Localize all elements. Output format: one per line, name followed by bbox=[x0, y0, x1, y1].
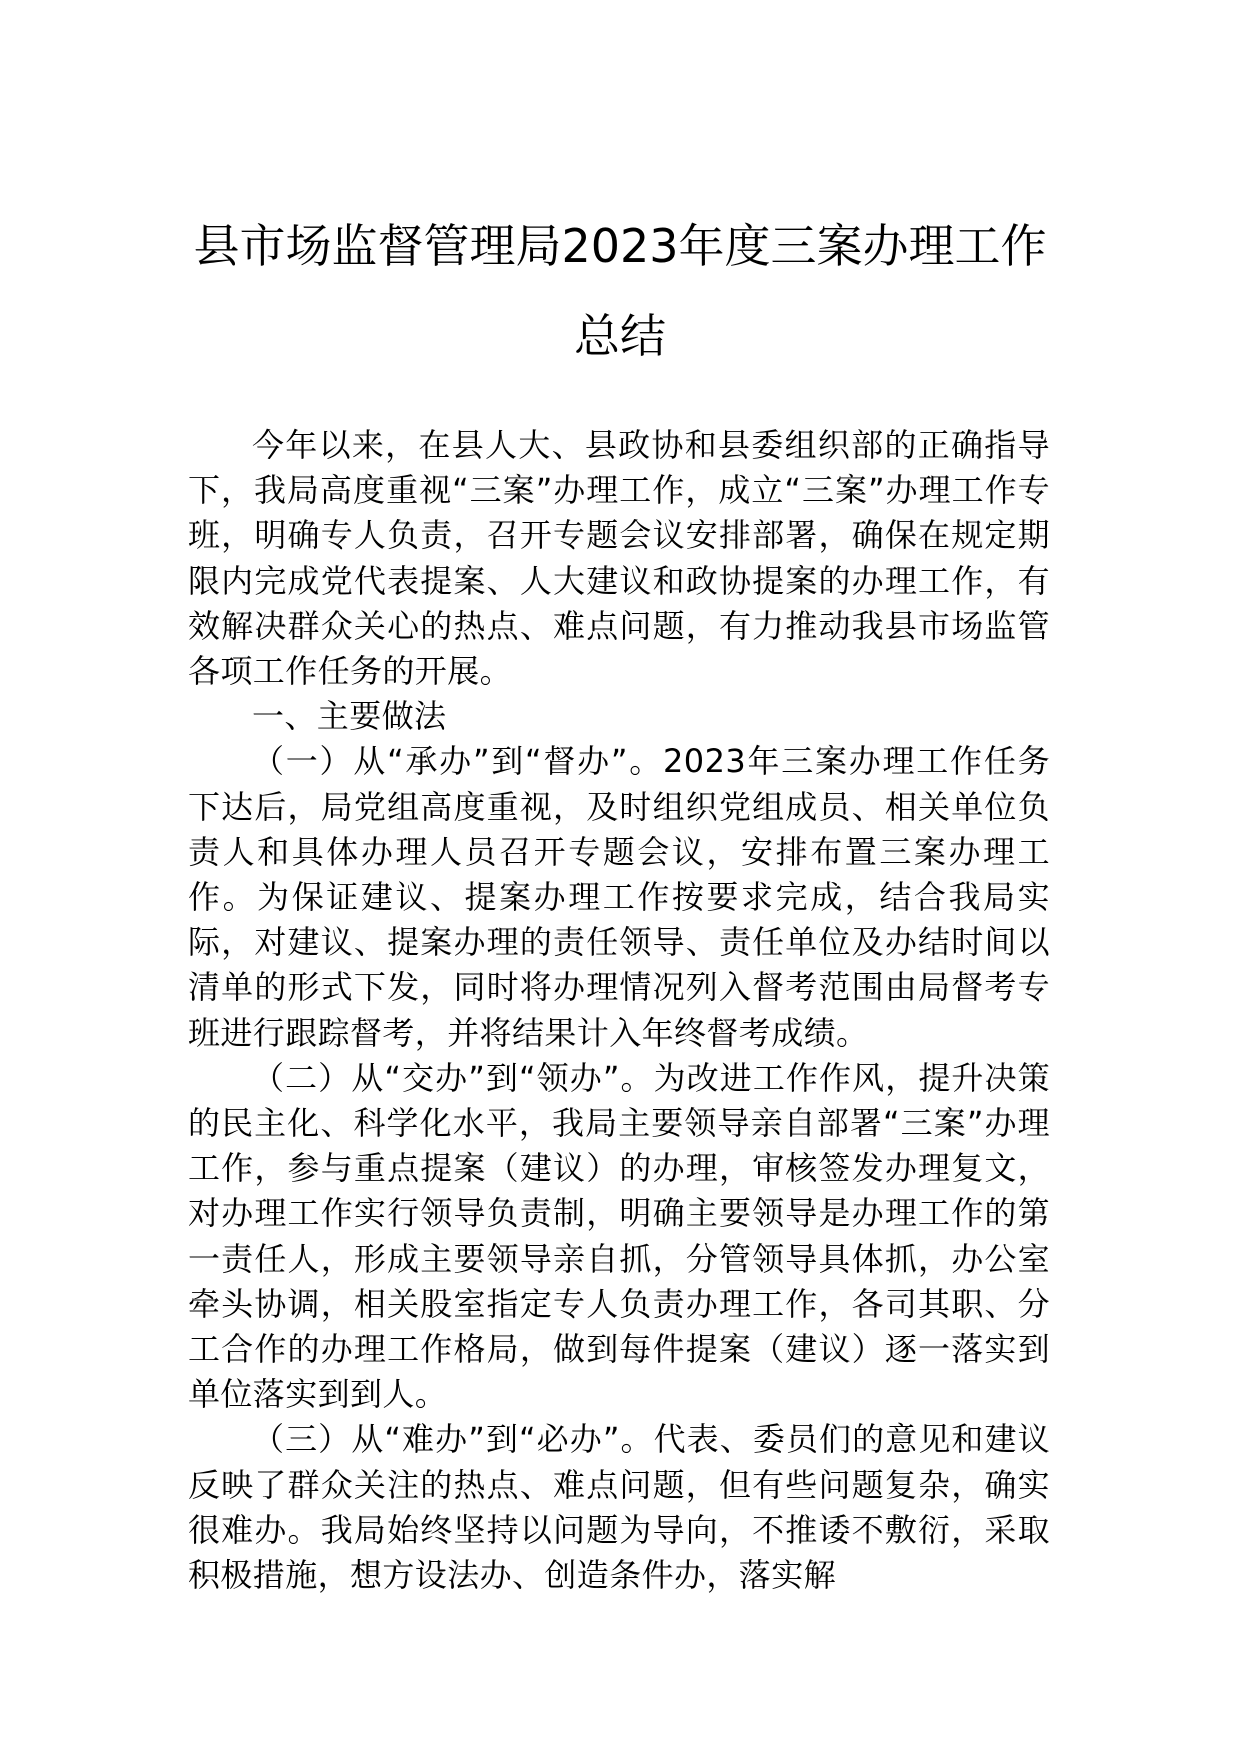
paragraph-item-1: （一）从“承办”到“督办”。2023年三案办理工作任务下达后，局党组高度重视，及时组织党组成员、相关单位负责人和具体办理人员召开专题会议，安排布置三案办理工作。为保证建议、提案办理工作按要求完成，结合我局实际，对建议、提案办理的责任领导、责任单位及办结时间以清单的形式下发，同时将办理情况列入督考范围由局督考专班进行跟踪督考，并将结果计入年终督考成绩。 bbox=[188, 742, 1050, 1052]
document-body bbox=[188, 423, 1050, 1598]
paragraph-item-2: （二）从“交办”到“领办”。为改进工作作风，提升决策的民主化、科学化水平，我局主要领导亲自部署“三案”办理工作，参与重点提案（建议）的办理，审核签发办理复文，对办理工作实行领导负责制，明确主要领导是办理工作的第一责任人，形成主要领导亲自抓，分管领导具体抓，办公室牵头协调，相关股室指定专人负责办理工作，各司其职、分工合作的办理工作格局，做到每件提案（建议）逐一落实到单位落实到到人。 bbox=[188, 1058, 1050, 1414]
paragraph-item-3: （三）从“难办”到“必办”。代表、委员们的意见和建议反映了群众关注的热点、难点问题，但有些问题复杂，确实很难办。我局始终坚持以问题为导向，不推诿不敷衍，采取积极措施，想方设法办、创造条件办，落实解 bbox=[188, 1420, 1050, 1595]
section-heading-main-practices: 一、主要做法 bbox=[252, 697, 447, 736]
document-title-line-2: 总结 bbox=[574, 309, 666, 363]
document-title-line-1: 县市场监督管理局2023年度三案办理工作 bbox=[193, 219, 1047, 273]
intro-paragraph: 今年以来，在县人大、县政协和县委组织部的正确指导下，我局高度重视“三案”办理工作，成立“三案”办理工作专班，明确专人负责，召开专题会议安排部署，确保在规定期限内完成党代表提案、人大建议和政协提案的办理工作，有效解决群众关心的热点、难点问题，有力推动我县市场监管各项工作任务的开展。 bbox=[188, 426, 1050, 691]
